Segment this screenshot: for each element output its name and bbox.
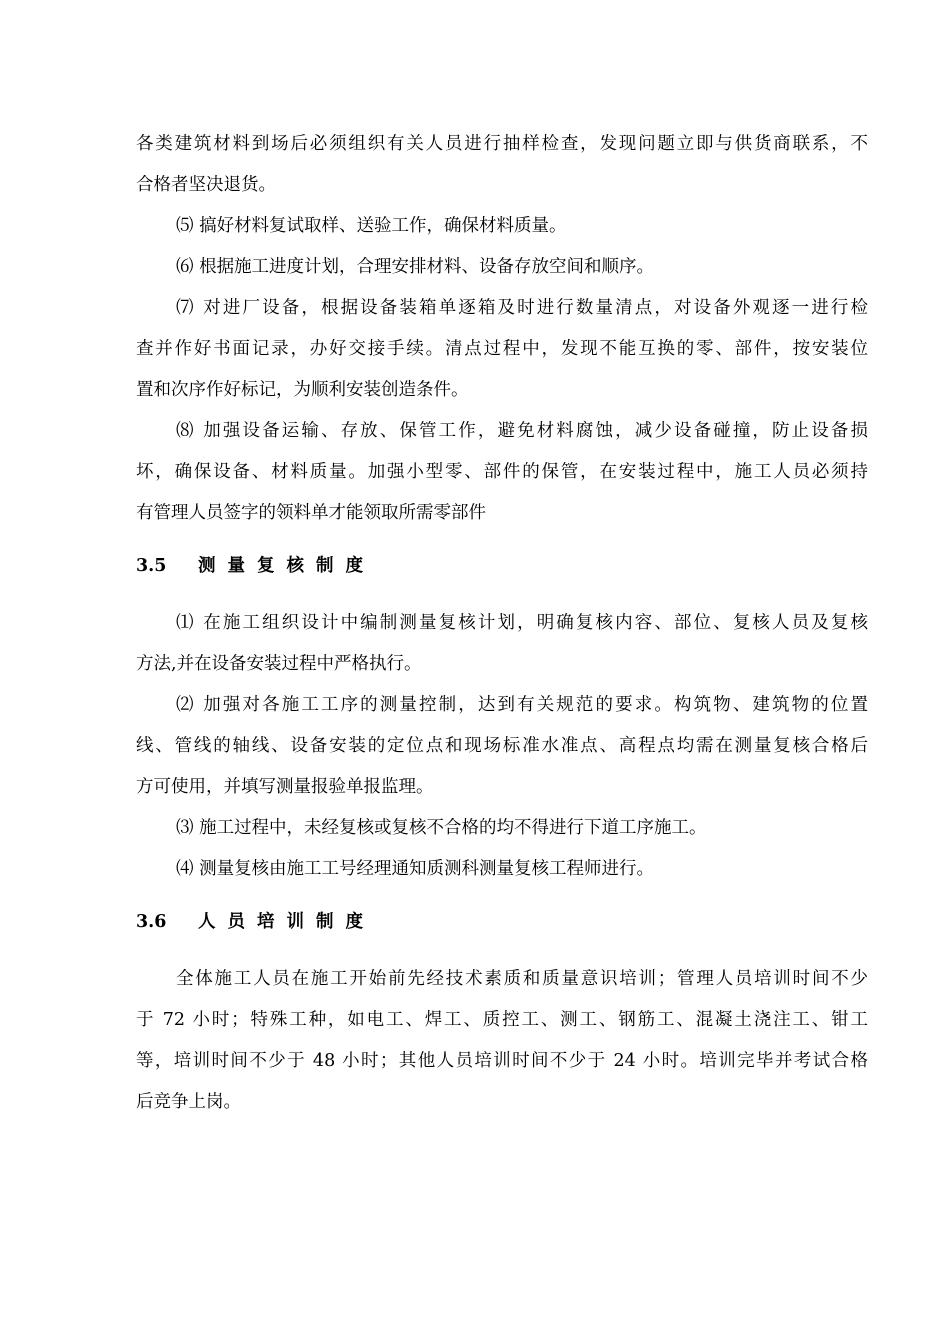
paragraph-line: 置和次序作好标记，为顺利安装创造条件。 (136, 380, 469, 400)
section-title: 测量复核制度 (198, 556, 375, 576)
list-item (136, 808, 868, 849)
paragraph-line: 坏，确保设备、材料质量。加强小型零、部件的保管，在安装过程中，施工人员必须持 (136, 462, 868, 482)
paragraph-line: ⑴ 在施工组织设计中编制测量复核计划，明确复核内容、部位、复核人员及复核 (176, 613, 868, 633)
list-item (136, 206, 868, 247)
list-item (136, 288, 868, 411)
paragraph-line: 等，培训时间不少于 48 小时；其他人员培训时间不少于 24 小时。培训完毕并考试合格 (136, 1051, 868, 1071)
section-number: 3.6 (136, 912, 167, 932)
document-page (136, 124, 868, 1123)
paragraph-line: ⑵ 加强对各施工工序的测量控制，达到有关规范的要求。构筑物、建筑物的位置 (176, 695, 868, 715)
paragraph-line: 线、管线的轴线、设备安装的定位点和现场标准水准点、高程点均需在测量复核合格后 (136, 736, 868, 756)
paragraph-line: 方可使用，并填写测量报验单报监理。 (136, 777, 434, 797)
list-item (136, 849, 868, 890)
paragraph-line: ⑷ 测量复核由施工工号经理通知质测科测量复核工程师进行。 (176, 859, 655, 879)
section-heading-3-6 (136, 902, 868, 943)
continuation-paragraph (136, 124, 868, 206)
training-paragraph (136, 959, 868, 1123)
paragraph-line: 全体施工人员在施工开始前先经技术素质和质量意识培训；管理人员培训时间不少 (176, 969, 868, 989)
paragraph-line: 查并作好书面记录，办好交接手续。清点过程中，发现不能互换的零、部件，按安装位 (136, 339, 868, 359)
paragraph-line: 于 72 小时；特殊工种，如电工、焊工、质控工、测工、钢筋工、混凝土浇注工、钳工 (136, 1010, 868, 1030)
list-item (136, 685, 868, 808)
list-item (136, 247, 868, 288)
paragraph-line: ⑹ 根据施工进度计划，合理安排材料、设备存放空间和顺序。 (176, 257, 655, 277)
section-number: 3.5 (136, 556, 167, 576)
section-heading-3-5 (136, 546, 868, 587)
paragraph-line: 合格者坚决退货。 (136, 175, 276, 195)
paragraph-line: 方法,并在设备安装过程中严格执行。 (136, 654, 422, 674)
list-item (136, 411, 868, 534)
paragraph-line: ⑸ 搞好材料复试取样、送验工作，确保材料质量。 (176, 216, 567, 236)
paragraph-line: ⑻ 加强设备运输、存放、保管工作，避免材料腐蚀，减少设备碰撞，防止设备损 (176, 421, 868, 441)
paragraph-line: 有管理人员签字的领料单才能领取所需零部件 (136, 503, 486, 523)
paragraph-line: 各类建筑材料到场后必须组织有关人员进行抽样检查，发现问题立即与供货商联系，不 (136, 134, 868, 154)
section-title: 人员培训制度 (198, 912, 375, 932)
list-item (136, 603, 868, 685)
paragraph-line: ⑺ 对进厂设备，根据设备装箱单逐箱及时进行数量清点，对设备外观逐一进行检 (176, 298, 868, 318)
paragraph-line: 后竞争上岗。 (136, 1092, 241, 1112)
paragraph-line: ⑶ 施工过程中，未经复核或复核不合格的均不得进行下道工序施工。 (176, 818, 707, 838)
